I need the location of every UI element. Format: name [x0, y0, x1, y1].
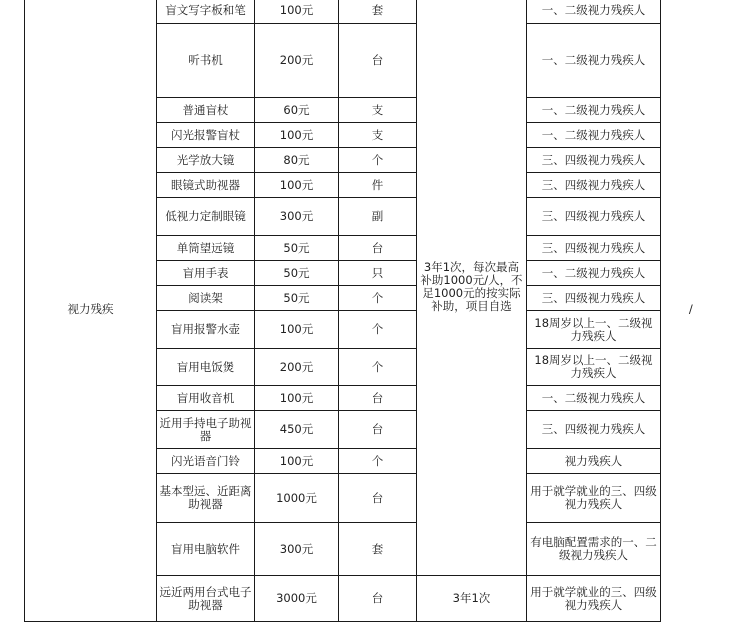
item-target: 一、二级视力残疾人: [527, 386, 661, 411]
item-target: 三、四级视力残疾人: [527, 173, 661, 198]
item-price: 200元: [255, 24, 339, 98]
item-unit: 个: [339, 148, 417, 173]
table-row: [25, 0, 721, 24]
item-unit: 台: [339, 386, 417, 411]
item-unit: 个: [339, 286, 417, 311]
item-target: 18周岁以上一、二级视力残疾人: [527, 311, 661, 349]
item-target: 用于就学就业的三、四级视力残疾人: [527, 576, 661, 622]
subsidy-rule-last-cell: 3年1次: [417, 576, 527, 622]
item-name: 闪光语音门铃: [157, 449, 255, 474]
item-name: 盲用手表: [157, 261, 255, 286]
item-unit: 套: [339, 523, 417, 576]
item-name: 闪光报警盲杖: [157, 123, 255, 148]
item-unit: 件: [339, 173, 417, 198]
category-cell: 视力残疾: [25, 0, 157, 622]
item-name: 近用手持电子助视器: [157, 411, 255, 449]
item-target: 视力残疾人: [527, 449, 661, 474]
item-price: 300元: [255, 198, 339, 236]
item-name: 光学放大镜: [157, 148, 255, 173]
item-target: 三、四级视力残疾人: [527, 148, 661, 173]
item-target: 一、二级视力残疾人: [527, 123, 661, 148]
item-name: 听书机: [157, 24, 255, 98]
item-name: 盲用报警水壶: [157, 311, 255, 349]
item-unit: 支: [339, 98, 417, 123]
item-target: 三、四级视力残疾人: [527, 411, 661, 449]
item-target: 三、四级视力残疾人: [527, 198, 661, 236]
item-target: 一、二级视力残疾人: [527, 0, 661, 24]
item-price: 1000元: [255, 474, 339, 523]
item-unit: 副: [339, 198, 417, 236]
item-price: 3000元: [255, 576, 339, 622]
item-name: 盲文写字板和笔: [157, 0, 255, 24]
item-name: 盲用电脑软件: [157, 523, 255, 576]
item-name: 低视力定制眼镜: [157, 198, 255, 236]
item-unit: 台: [339, 411, 417, 449]
item-price: 100元: [255, 123, 339, 148]
item-unit: 个: [339, 311, 417, 349]
item-price: 450元: [255, 411, 339, 449]
item-target: 一、二级视力残疾人: [527, 98, 661, 123]
item-target: 一、二级视力残疾人: [527, 261, 661, 286]
item-unit: 个: [339, 449, 417, 474]
subsidy-rule-cell: 3年1次，每次最高补助1000元/人，不足1000元的按实际补助，项目自选: [417, 0, 527, 576]
item-price: 50元: [255, 261, 339, 286]
item-name: 远近两用台式电子助视器: [157, 576, 255, 622]
item-unit: 台: [339, 474, 417, 523]
item-price: 80元: [255, 148, 339, 173]
item-unit: 支: [339, 123, 417, 148]
item-price: 60元: [255, 98, 339, 123]
item-price: 50元: [255, 286, 339, 311]
remark-cell: /: [688, 302, 693, 316]
subsidy-table: [24, 0, 721, 622]
item-name: 单筒望远镜: [157, 236, 255, 261]
item-unit: 个: [339, 349, 417, 386]
item-price: 100元: [255, 0, 339, 24]
item-target: 一、二级视力残疾人: [527, 24, 661, 98]
item-price: 300元: [255, 523, 339, 576]
item-unit: 只: [339, 261, 417, 286]
item-name: 阅读架: [157, 286, 255, 311]
item-target: 18周岁以上一、二级视力残疾人: [527, 349, 661, 386]
item-unit: 台: [339, 236, 417, 261]
item-price: 50元: [255, 236, 339, 261]
item-unit: 套: [339, 0, 417, 24]
item-target: 三、四级视力残疾人: [527, 236, 661, 261]
item-name: 盲用收音机: [157, 386, 255, 411]
item-price: 100元: [255, 311, 339, 349]
item-price: 100元: [255, 449, 339, 474]
item-target: 三、四级视力残疾人: [527, 286, 661, 311]
item-name: 基本型远、近距离助视器: [157, 474, 255, 523]
item-name: 眼镜式助视器: [157, 173, 255, 198]
item-name: 盲用电饭煲: [157, 349, 255, 386]
item-unit: 台: [339, 576, 417, 622]
item-price: 100元: [255, 173, 339, 198]
item-price: 200元: [255, 349, 339, 386]
item-name: 普通盲杖: [157, 98, 255, 123]
item-unit: 台: [339, 24, 417, 98]
item-target: 用于就学就业的三、四级视力残疾人: [527, 474, 661, 523]
item-target: 有电脑配置需求的一、二级视力残疾人: [527, 523, 661, 576]
item-price: 100元: [255, 386, 339, 411]
